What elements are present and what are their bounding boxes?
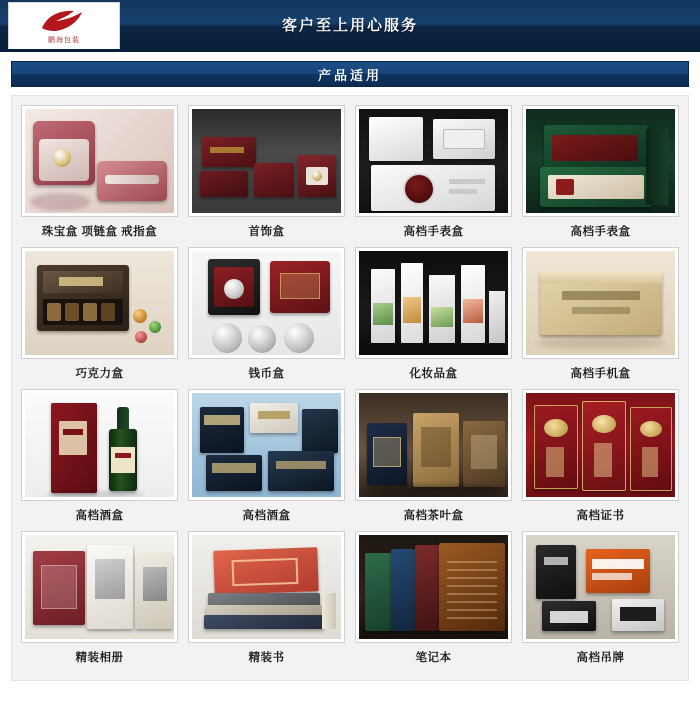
- liquor-box-photo[interactable]: [189, 390, 344, 500]
- grid-item-caption: 高档手机盒: [570, 368, 631, 380]
- grid-item[interactable]: [519, 532, 682, 668]
- hardcover-book-photo[interactable]: [189, 532, 344, 642]
- wine-box-photo[interactable]: [22, 390, 177, 500]
- page-header: [0, 0, 700, 52]
- grid-item-caption: 高档证书: [576, 510, 625, 522]
- grid-item[interactable]: [352, 390, 515, 526]
- notebook-photo[interactable]: [356, 532, 511, 642]
- header-divider: [0, 49, 700, 52]
- product-grid: [18, 106, 682, 668]
- grid-item[interactable]: [352, 248, 515, 384]
- grid-item-caption: 高档酒盒: [75, 510, 124, 522]
- grid-item-caption: 高档茶叶盒: [403, 510, 464, 522]
- grid-item[interactable]: [18, 248, 181, 384]
- grid-item[interactable]: [18, 532, 181, 668]
- grid-item-caption: 钱币盒: [248, 368, 285, 380]
- jewelry-box-photo[interactable]: [22, 106, 177, 216]
- grid-item[interactable]: [352, 532, 515, 668]
- hang-tag-photo[interactable]: [523, 532, 678, 642]
- grid-item[interactable]: [185, 390, 348, 526]
- grid-item-caption: 高档酒盒: [242, 510, 291, 522]
- grid-item-caption: 高档手表盒: [403, 226, 464, 238]
- grid-item[interactable]: [352, 106, 515, 242]
- header-slogan: 客户至上用心服务: [281, 17, 418, 34]
- grid-item-caption: 精装书: [248, 652, 285, 664]
- certificate-photo[interactable]: [523, 390, 678, 500]
- product-grid-container: [11, 95, 689, 681]
- grid-item[interactable]: [185, 106, 348, 242]
- grid-item[interactable]: [18, 106, 181, 242]
- cosmetic-box-photo[interactable]: [356, 248, 511, 358]
- tea-box-photo[interactable]: [356, 390, 511, 500]
- chocolate-box-photo[interactable]: [22, 248, 177, 358]
- grid-item-caption: 巧克力盒: [75, 368, 124, 380]
- grid-item[interactable]: [18, 390, 181, 526]
- grid-item-caption: 精装相册: [75, 652, 124, 664]
- phone-box-photo[interactable]: [523, 248, 678, 358]
- photo-album-photo[interactable]: [22, 532, 177, 642]
- grid-item-caption: 化妆品盒: [409, 368, 458, 380]
- grid-item[interactable]: [519, 106, 682, 242]
- grid-item-caption: 高档吊牌: [576, 652, 625, 664]
- grid-item-caption: 珠宝盒 项链盒 戒指盒: [41, 226, 158, 238]
- coin-box-photo[interactable]: [189, 248, 344, 358]
- grid-item[interactable]: [519, 390, 682, 526]
- grid-item[interactable]: [519, 248, 682, 384]
- grid-item[interactable]: [185, 248, 348, 384]
- accessory-box-photo[interactable]: [189, 106, 344, 216]
- grid-item-caption: 笔记本: [415, 652, 452, 664]
- watch-box-photo[interactable]: [356, 106, 511, 216]
- logo-text: 鹏海包装: [48, 36, 80, 44]
- grid-item-caption: 高档手表盒: [570, 226, 631, 238]
- grid-item[interactable]: [185, 532, 348, 668]
- grid-item-caption: 首饰盒: [248, 226, 285, 238]
- green-watch-box-photo[interactable]: [523, 106, 678, 216]
- section-title-banner: 产品适用: [11, 61, 689, 87]
